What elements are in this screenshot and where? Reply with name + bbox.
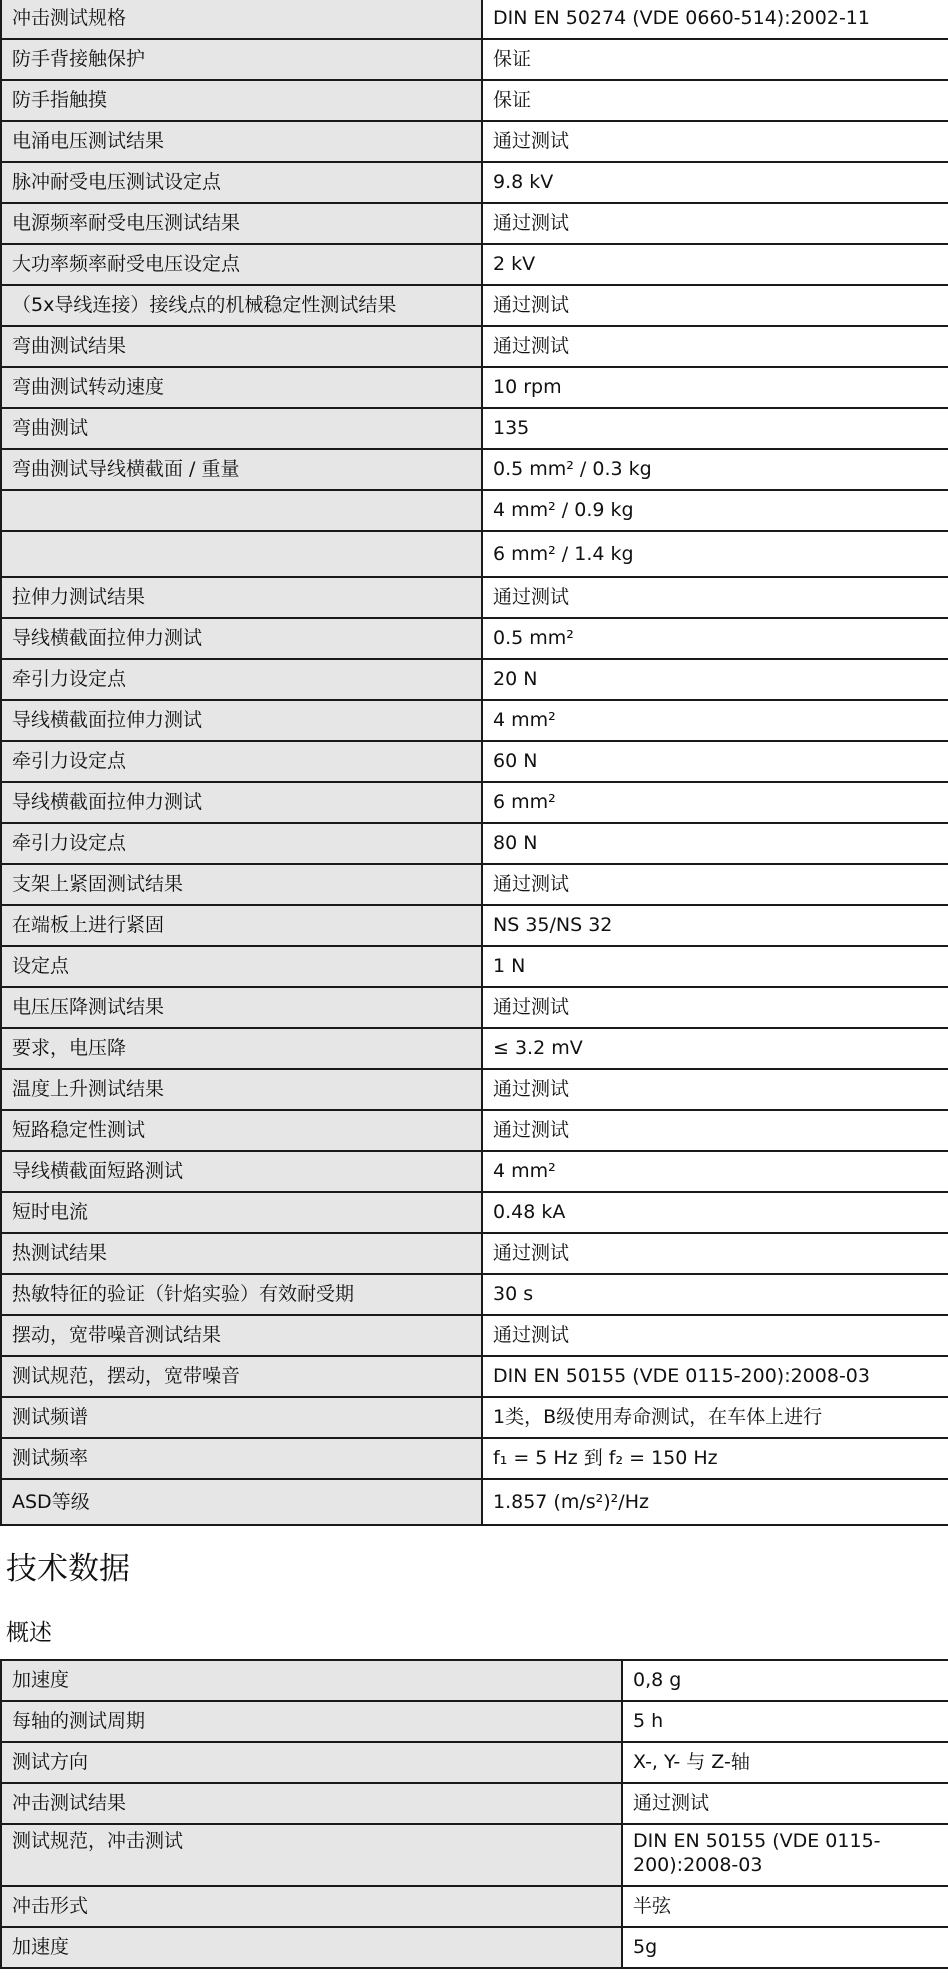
table-row bbox=[1, 121, 948, 162]
row-value: 通过测试 bbox=[482, 1233, 948, 1274]
row-label: 加速度 bbox=[1, 1927, 622, 1968]
row-value: 0.5 mm² bbox=[482, 618, 948, 659]
row-label: 每轴的测试周期 bbox=[1, 1701, 622, 1742]
table-row bbox=[1, 1356, 948, 1397]
row-label bbox=[1, 490, 482, 531]
table-row bbox=[1, 244, 948, 285]
row-value: 1.857 (m/s²)²/Hz bbox=[482, 1479, 948, 1525]
row-value: 5 h bbox=[622, 1701, 948, 1742]
row-label: 脉冲耐受电压测试设定点 bbox=[1, 162, 482, 203]
table-row bbox=[1, 326, 948, 367]
row-label: 热测试结果 bbox=[1, 1233, 482, 1274]
subsection-title: 概述 bbox=[6, 1620, 52, 1646]
row-label: 电压压降测试结果 bbox=[1, 987, 482, 1028]
row-label: 导线横截面拉伸力测试 bbox=[1, 782, 482, 823]
row-value: 135 bbox=[482, 408, 948, 449]
row-value: NS 35/NS 32 bbox=[482, 905, 948, 946]
row-value: 4 mm² bbox=[482, 700, 948, 741]
table-row bbox=[1, 408, 948, 449]
table-row bbox=[1, 659, 948, 700]
row-label: 电涌电压测试结果 bbox=[1, 121, 482, 162]
row-label: 测试方向 bbox=[1, 1742, 622, 1783]
row-value: 0,8 g bbox=[622, 1660, 948, 1701]
row-value: 80 N bbox=[482, 823, 948, 864]
row-label: ASD等级 bbox=[1, 1479, 482, 1525]
row-label: 导线横截面拉伸力测试 bbox=[1, 618, 482, 659]
row-value: 半弦 bbox=[622, 1886, 948, 1927]
row-label: 测试频率 bbox=[1, 1438, 482, 1479]
table-row bbox=[1, 1192, 948, 1233]
row-label: 在端板上进行紧固 bbox=[1, 905, 482, 946]
overview-table bbox=[0, 1659, 948, 1969]
row-label bbox=[1, 531, 482, 577]
row-value: 通过测试 bbox=[482, 1315, 948, 1356]
table-row bbox=[1, 367, 948, 408]
table-row bbox=[1, 531, 948, 577]
row-value: 6 mm² / 1.4 kg bbox=[482, 531, 948, 577]
row-label: 牵引力设定点 bbox=[1, 659, 482, 700]
table-row bbox=[1, 203, 948, 244]
row-label: 支架上紧固测试结果 bbox=[1, 864, 482, 905]
table-row bbox=[1, 1479, 948, 1525]
row-value: 6 mm² bbox=[482, 782, 948, 823]
table-row bbox=[1, 39, 948, 80]
table-row bbox=[1, 1660, 948, 1701]
row-value: 通过测试 bbox=[482, 987, 948, 1028]
table-row bbox=[1, 285, 948, 326]
table-row bbox=[1, 0, 948, 39]
row-value: f₁ = 5 Hz 到 f₂ = 150 Hz bbox=[482, 1438, 948, 1479]
row-label: 冲击测试结果 bbox=[1, 1783, 622, 1824]
row-label: 防手指触摸 bbox=[1, 80, 482, 121]
row-label: 测试规范，摆动，宽带噪音 bbox=[1, 1356, 482, 1397]
row-label: 冲击测试规格 bbox=[1, 0, 482, 39]
table-row bbox=[1, 782, 948, 823]
row-label: 牵引力设定点 bbox=[1, 823, 482, 864]
table-row bbox=[1, 1233, 948, 1274]
row-label: 热敏特征的验证（针焰实验）有效耐受期 bbox=[1, 1274, 482, 1315]
table-row bbox=[1, 1742, 948, 1783]
row-value: ≤ 3.2 mV bbox=[482, 1028, 948, 1069]
row-label: 弯曲测试转动速度 bbox=[1, 367, 482, 408]
row-value: 4 mm² bbox=[482, 1151, 948, 1192]
table-row bbox=[1, 1397, 948, 1438]
row-value: 2 kV bbox=[482, 244, 948, 285]
row-label: 导线横截面拉伸力测试 bbox=[1, 700, 482, 741]
table-row bbox=[1, 577, 948, 618]
table-row bbox=[1, 1701, 948, 1742]
row-label: 测试频谱 bbox=[1, 1397, 482, 1438]
row-value: 保证 bbox=[482, 39, 948, 80]
row-label: 大功率频率耐受电压设定点 bbox=[1, 244, 482, 285]
table-row bbox=[1, 1927, 948, 1968]
row-value: 0.5 mm² / 0.3 kg bbox=[482, 449, 948, 490]
row-value: DIN EN 50274 (VDE 0660-514):2002-11 bbox=[482, 0, 948, 39]
row-label: 要求，电压降 bbox=[1, 1028, 482, 1069]
table-row bbox=[1, 618, 948, 659]
row-label: 短路稳定性测试 bbox=[1, 1110, 482, 1151]
table-row bbox=[1, 1824, 948, 1886]
row-value: 通过测试 bbox=[482, 285, 948, 326]
row-value: 通过测试 bbox=[482, 864, 948, 905]
row-label: 测试规范，冲击测试 bbox=[1, 1824, 622, 1886]
row-value: 通过测试 bbox=[482, 577, 948, 618]
row-label: 弯曲测试导线横截面 / 重量 bbox=[1, 449, 482, 490]
row-value: X-, Y- 与 Z-轴 bbox=[622, 1742, 948, 1783]
row-label: 防手背接触保护 bbox=[1, 39, 482, 80]
table-row bbox=[1, 1438, 948, 1479]
row-label: 电源频率耐受电压测试结果 bbox=[1, 203, 482, 244]
table-row bbox=[1, 1315, 948, 1356]
row-label: 短时电流 bbox=[1, 1192, 482, 1233]
table-row bbox=[1, 1886, 948, 1927]
row-label: 牵引力设定点 bbox=[1, 741, 482, 782]
row-value: 60 N bbox=[482, 741, 948, 782]
table-row bbox=[1, 1274, 948, 1315]
row-value: 1类，B级使用寿命测试，在车体上进行 bbox=[482, 1397, 948, 1438]
row-value: 通过测试 bbox=[482, 1069, 948, 1110]
table-row bbox=[1, 1110, 948, 1151]
table-row bbox=[1, 987, 948, 1028]
row-label: 导线横截面短路测试 bbox=[1, 1151, 482, 1192]
table-row bbox=[1, 1069, 948, 1110]
row-value: 5g bbox=[622, 1927, 948, 1968]
row-label: （5x导线连接）接线点的机械稳定性测试结果 bbox=[1, 285, 482, 326]
table-row bbox=[1, 162, 948, 203]
row-label: 弯曲测试 bbox=[1, 408, 482, 449]
section-title: 技术数据 bbox=[6, 1551, 130, 1587]
row-value: 0.48 kA bbox=[482, 1192, 948, 1233]
row-value: 通过测试 bbox=[482, 326, 948, 367]
row-value: 20 N bbox=[482, 659, 948, 700]
table-row bbox=[1, 864, 948, 905]
table-row bbox=[1, 80, 948, 121]
row-value: DIN EN 50155 (VDE 0115-200):2008-03 bbox=[482, 1356, 948, 1397]
row-label: 拉伸力测试结果 bbox=[1, 577, 482, 618]
table-row bbox=[1, 1151, 948, 1192]
row-value: 9.8 kV bbox=[482, 162, 948, 203]
row-label: 温度上升测试结果 bbox=[1, 1069, 482, 1110]
table-row bbox=[1, 946, 948, 987]
row-value: 通过测试 bbox=[622, 1783, 948, 1824]
row-label: 设定点 bbox=[1, 946, 482, 987]
row-label: 摆动，宽带噪音测试结果 bbox=[1, 1315, 482, 1356]
row-value: 30 s bbox=[482, 1274, 948, 1315]
row-label: 冲击形式 bbox=[1, 1886, 622, 1927]
row-value: 通过测试 bbox=[482, 121, 948, 162]
table-row bbox=[1, 1028, 948, 1069]
table-row bbox=[1, 741, 948, 782]
table-row bbox=[1, 1783, 948, 1824]
row-value: 10 rpm bbox=[482, 367, 948, 408]
table-row bbox=[1, 823, 948, 864]
row-label: 加速度 bbox=[1, 1660, 622, 1701]
row-value: 通过测试 bbox=[482, 1110, 948, 1151]
table-row bbox=[1, 490, 948, 531]
table-row bbox=[1, 700, 948, 741]
row-value: DIN EN 50155 (VDE 0115-200):2008-03 bbox=[622, 1824, 948, 1886]
table-row bbox=[1, 449, 948, 490]
row-value: 4 mm² / 0.9 kg bbox=[482, 490, 948, 531]
row-label: 弯曲测试结果 bbox=[1, 326, 482, 367]
table-row bbox=[1, 905, 948, 946]
row-value: 保证 bbox=[482, 80, 948, 121]
row-value: 1 N bbox=[482, 946, 948, 987]
row-value: 通过测试 bbox=[482, 203, 948, 244]
